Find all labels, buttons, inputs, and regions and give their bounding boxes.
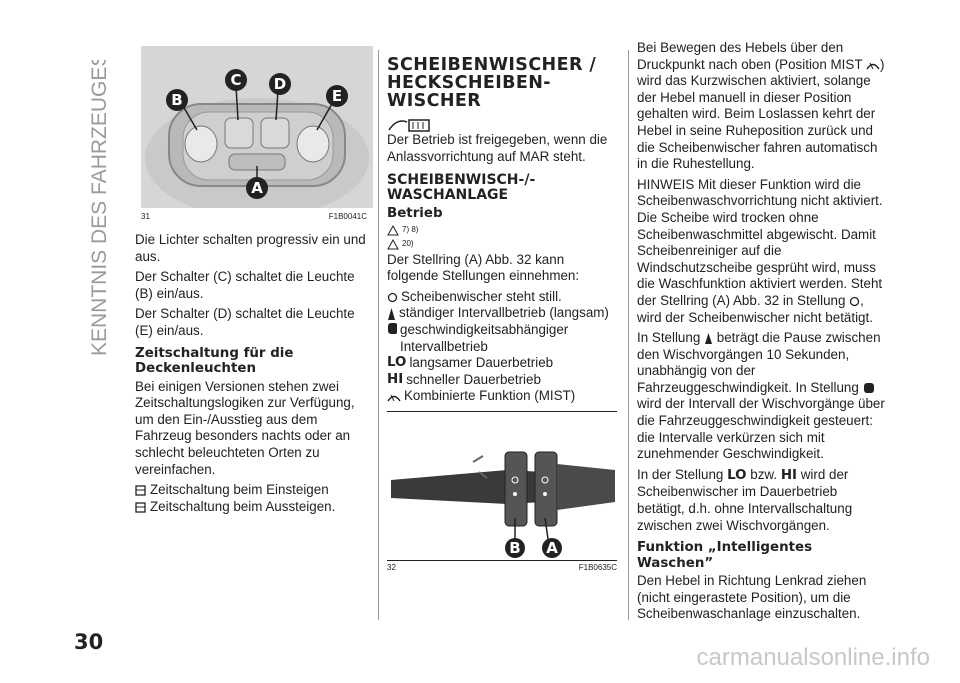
figure-32 (387, 418, 617, 558)
wiper-stalk-illustration (387, 418, 617, 558)
figure-code: F1B0041C (328, 212, 367, 221)
paragraph: Bei Bewegen des Hebels über den Druckpunkt nach oben (Position MIST ) wird das Kurzwischen aktiviert, solange der Hebel manuell in dieser Position gehalten wird. Beim Loslassen kehrt der Hebel in seine Ruheposition zurück und die Scheibenwischer fahren automatisch in die Ruhestellung. (637, 40, 885, 172)
section-heading: Zeitschaltung für die Deckenleuchten (135, 345, 294, 377)
interval-speed-icon (387, 322, 397, 335)
caution-reference: 20) (387, 238, 617, 252)
paragraph: Den Hebel in Richtung Lenkrad ziehen (nicht eingerastete Position), um die Scheibenwaschanlage einzuschalten. (637, 573, 867, 622)
paragraph: Die Lichter schalten progressiv ein und aus. (135, 232, 366, 264)
figure-code: F1B0635C (578, 563, 617, 573)
wiper-symbols (387, 116, 617, 132)
windshield-wiper-icon (387, 116, 435, 132)
svg-text:C: C (230, 71, 242, 89)
ceiling-light-illustration (141, 46, 373, 208)
paragraph: Der Stellring (A) Abb. 32 kann folgende Stellungen einnehmen: (387, 251, 580, 284)
column-divider (628, 50, 629, 620)
svg-text:D: D (273, 75, 287, 93)
mist-wiper-icon (387, 391, 401, 403)
off-circle-icon (387, 292, 398, 303)
column-divider (378, 50, 379, 620)
off-circle-icon (849, 296, 860, 307)
paragraph: HINWEIS Mit dieser Funktion wird die Scheibenwaschvorrichtung nicht aktiviert. Die Scheibe wird trocken ohne Scheibenwaschmittel abgewischt. Damit Scheibenreiniger auf die Windschutzscheibe gesprüht wird, muss die Waschfunktion aktiviert werden. Steht der Stellring (A) Abb. 32 in Stellung , wird der Scheibenwischer nicht betätigt. (637, 176, 883, 325)
option-item: ständiger Intervallbetrieb (langsam) (387, 305, 617, 322)
list-item: Zeitschaltung beim Aussteigen. (135, 499, 367, 516)
watermark: carmanualsonline.info (696, 644, 930, 671)
chapter-heading: SCHEIBENWISCHER / HECKSCHEIBEN-WISCHER (387, 55, 597, 111)
chapter-side-title (84, 60, 114, 360)
caution-triangle-icon (387, 239, 399, 250)
warning-triangle-icon (387, 225, 399, 236)
mist-wiper-icon (866, 59, 880, 71)
divider (387, 411, 617, 412)
svg-text:E: E (331, 87, 343, 105)
paragraph: Der Schalter (C) schaltet die Leuchte (B) ein/aus. (135, 269, 355, 301)
column-1 (135, 46, 367, 515)
page-number: 30 (74, 630, 104, 654)
paragraph: In der Stellung LO bzw. HI wird der Scheibenwischer im Dauerbetrieb betätigt, d.h. ohne Intervallschaltung zwischen zwei Wischvorgängen. (637, 466, 853, 533)
door-open-icon (135, 485, 147, 496)
column-2 (387, 46, 617, 573)
paragraph: Bei einigen Versionen stehen zwei Zeitschaltungslogiken zur Verfügung, um den Ein-/Ausstieg aus dem Fahrzeug besonders nachts oder an schlecht beleuchteten Orten zu vereinfachen. (135, 378, 355, 477)
svg-text:B: B (171, 91, 183, 109)
interval-slow-icon (704, 332, 713, 345)
figure-32-caption (387, 560, 617, 573)
paragraph: Der Betrieb ist freigegeben, wenn die Anlassvorrichtung auf MAR steht. (387, 132, 608, 164)
svg-text:B: B (509, 539, 521, 558)
option-item: Scheibenwischer steht still. (387, 289, 617, 306)
interval-speed-icon (863, 382, 875, 394)
option-item: LO langsamer Dauerbetrieb (387, 355, 554, 371)
list-item: Zeitschaltung beim Einsteigen (135, 482, 367, 499)
door-close-icon (135, 502, 147, 513)
section-heading: Funktion „Intelligentes Waschen” (637, 540, 813, 571)
figure-number: 31 (141, 212, 150, 221)
option-item: Kombinierte Funktion (MIST) (387, 388, 617, 405)
figure-31 (141, 46, 373, 208)
paragraph: In Stellung beträgt die Pause zwischen den Wischvorgängen 10 Sekunden, unabhängig von der Fahrzeuggeschwindigkeit. In Stellung wird der Intervall der Wischvorgänge über die Fahrzeuggeschwindigkeit gesteuert: die Intervalle verkürzen sich mit zunehmender Geschwindigkeit. (637, 330, 885, 462)
section-heading: SCHEIBENWISCH-/-WASCHANLAGE (387, 172, 536, 203)
paragraph: Der Schalter (D) schaltet die Leuchte (E) ein/aus. (135, 306, 355, 338)
svg-text:KENNTNIS DES FAHRZEUGES: KENNTNIS DES FAHRZEUGES (88, 60, 111, 356)
option-item: geschwindigkeitsabhängiger Intervallbetrieb (387, 322, 617, 355)
warning-reference: 7) 8) (387, 224, 617, 238)
subsection-heading: Betrieb (387, 206, 443, 222)
svg-text:A: A (546, 539, 558, 558)
column-3 (637, 40, 887, 627)
figure-31-caption (141, 210, 367, 222)
option-item: HI schneller Dauerbetrieb (387, 371, 541, 387)
figure-number: 32 (387, 563, 396, 573)
svg-text:A: A (251, 179, 263, 197)
interval-slow-icon (387, 307, 396, 321)
